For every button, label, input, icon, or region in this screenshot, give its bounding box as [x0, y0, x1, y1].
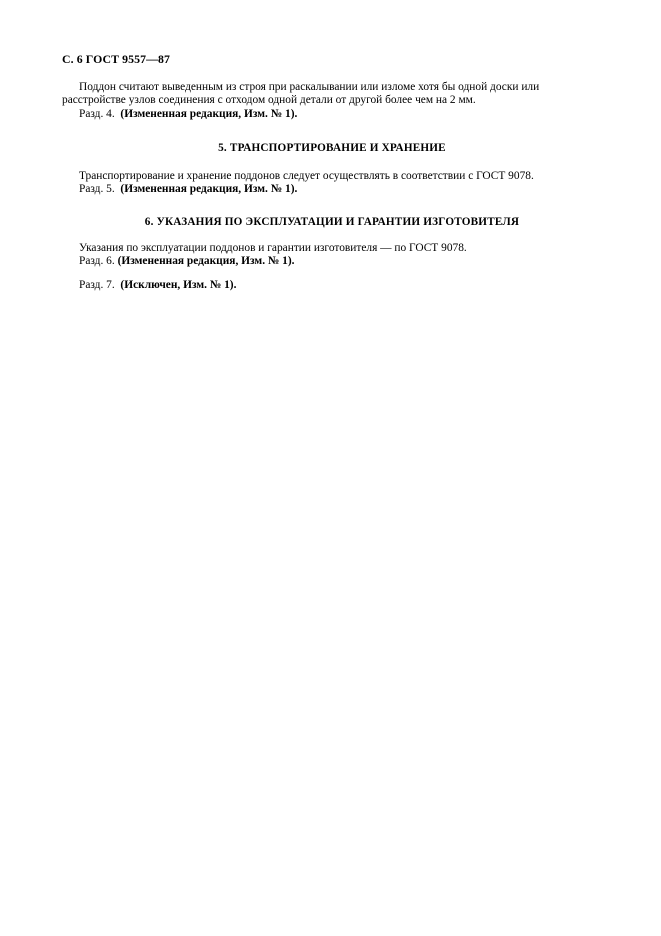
section7-revision-note — [79, 279, 602, 292]
section5-revision-note — [79, 183, 602, 196]
section4-ref-note: (Измененная редакция, Изм. № 1). — [120, 107, 298, 120]
page-header: С. 6 ГОСТ 9557—87 — [62, 52, 171, 66]
section4-ref-prefix: Разд. 4. — [79, 107, 115, 120]
section4-revision-note — [79, 108, 602, 121]
section6-ref-prefix: Разд. 6. — [79, 255, 115, 268]
section6-ref-note: (Измененная редакция, Изм. № 1). — [117, 255, 295, 268]
section6-body — [62, 242, 602, 269]
section7-ref-prefix: Разд. 7. — [79, 279, 115, 291]
section4-paragraph-line1: Поддон считают выведенным из строя при раскалывании или изломе хотя бы одной доски или — [79, 81, 540, 93]
section5-paragraph: Транспортирование и хранение поддонов следует осуществлять в соответствии с ГОСТ 9078. — [79, 170, 534, 182]
section5-ref-note: (Измененная редакция, Изм. № 1). — [120, 183, 298, 196]
section6-paragraph: Указания по эксплуатации поддонов и гарантии изготовителя — по ГОСТ 9078. — [79, 242, 467, 254]
section5-body — [62, 170, 602, 197]
section5-heading: 5. ТРАНСПОРТИРОВАНИЕ И ХРАНЕНИЕ — [218, 142, 446, 154]
section6-revision-note — [79, 255, 602, 268]
section6-heading: 6. УКАЗАНИЯ ПО ЭКСПЛУАТАЦИИ И ГАРАНТИИ ИЗГОТОВИТЕЛЯ — [144, 216, 520, 228]
section5-ref-prefix: Разд. 5. — [79, 183, 115, 196]
section4-tail — [62, 81, 602, 121]
section7-ref-note: (Исключен, Изм. № 1). — [120, 279, 237, 291]
section4-paragraph-line2: расстройстве узлов соединения с отходом одной детали от другой более чем на 2 мм. — [62, 94, 476, 107]
section7-body — [62, 279, 602, 292]
